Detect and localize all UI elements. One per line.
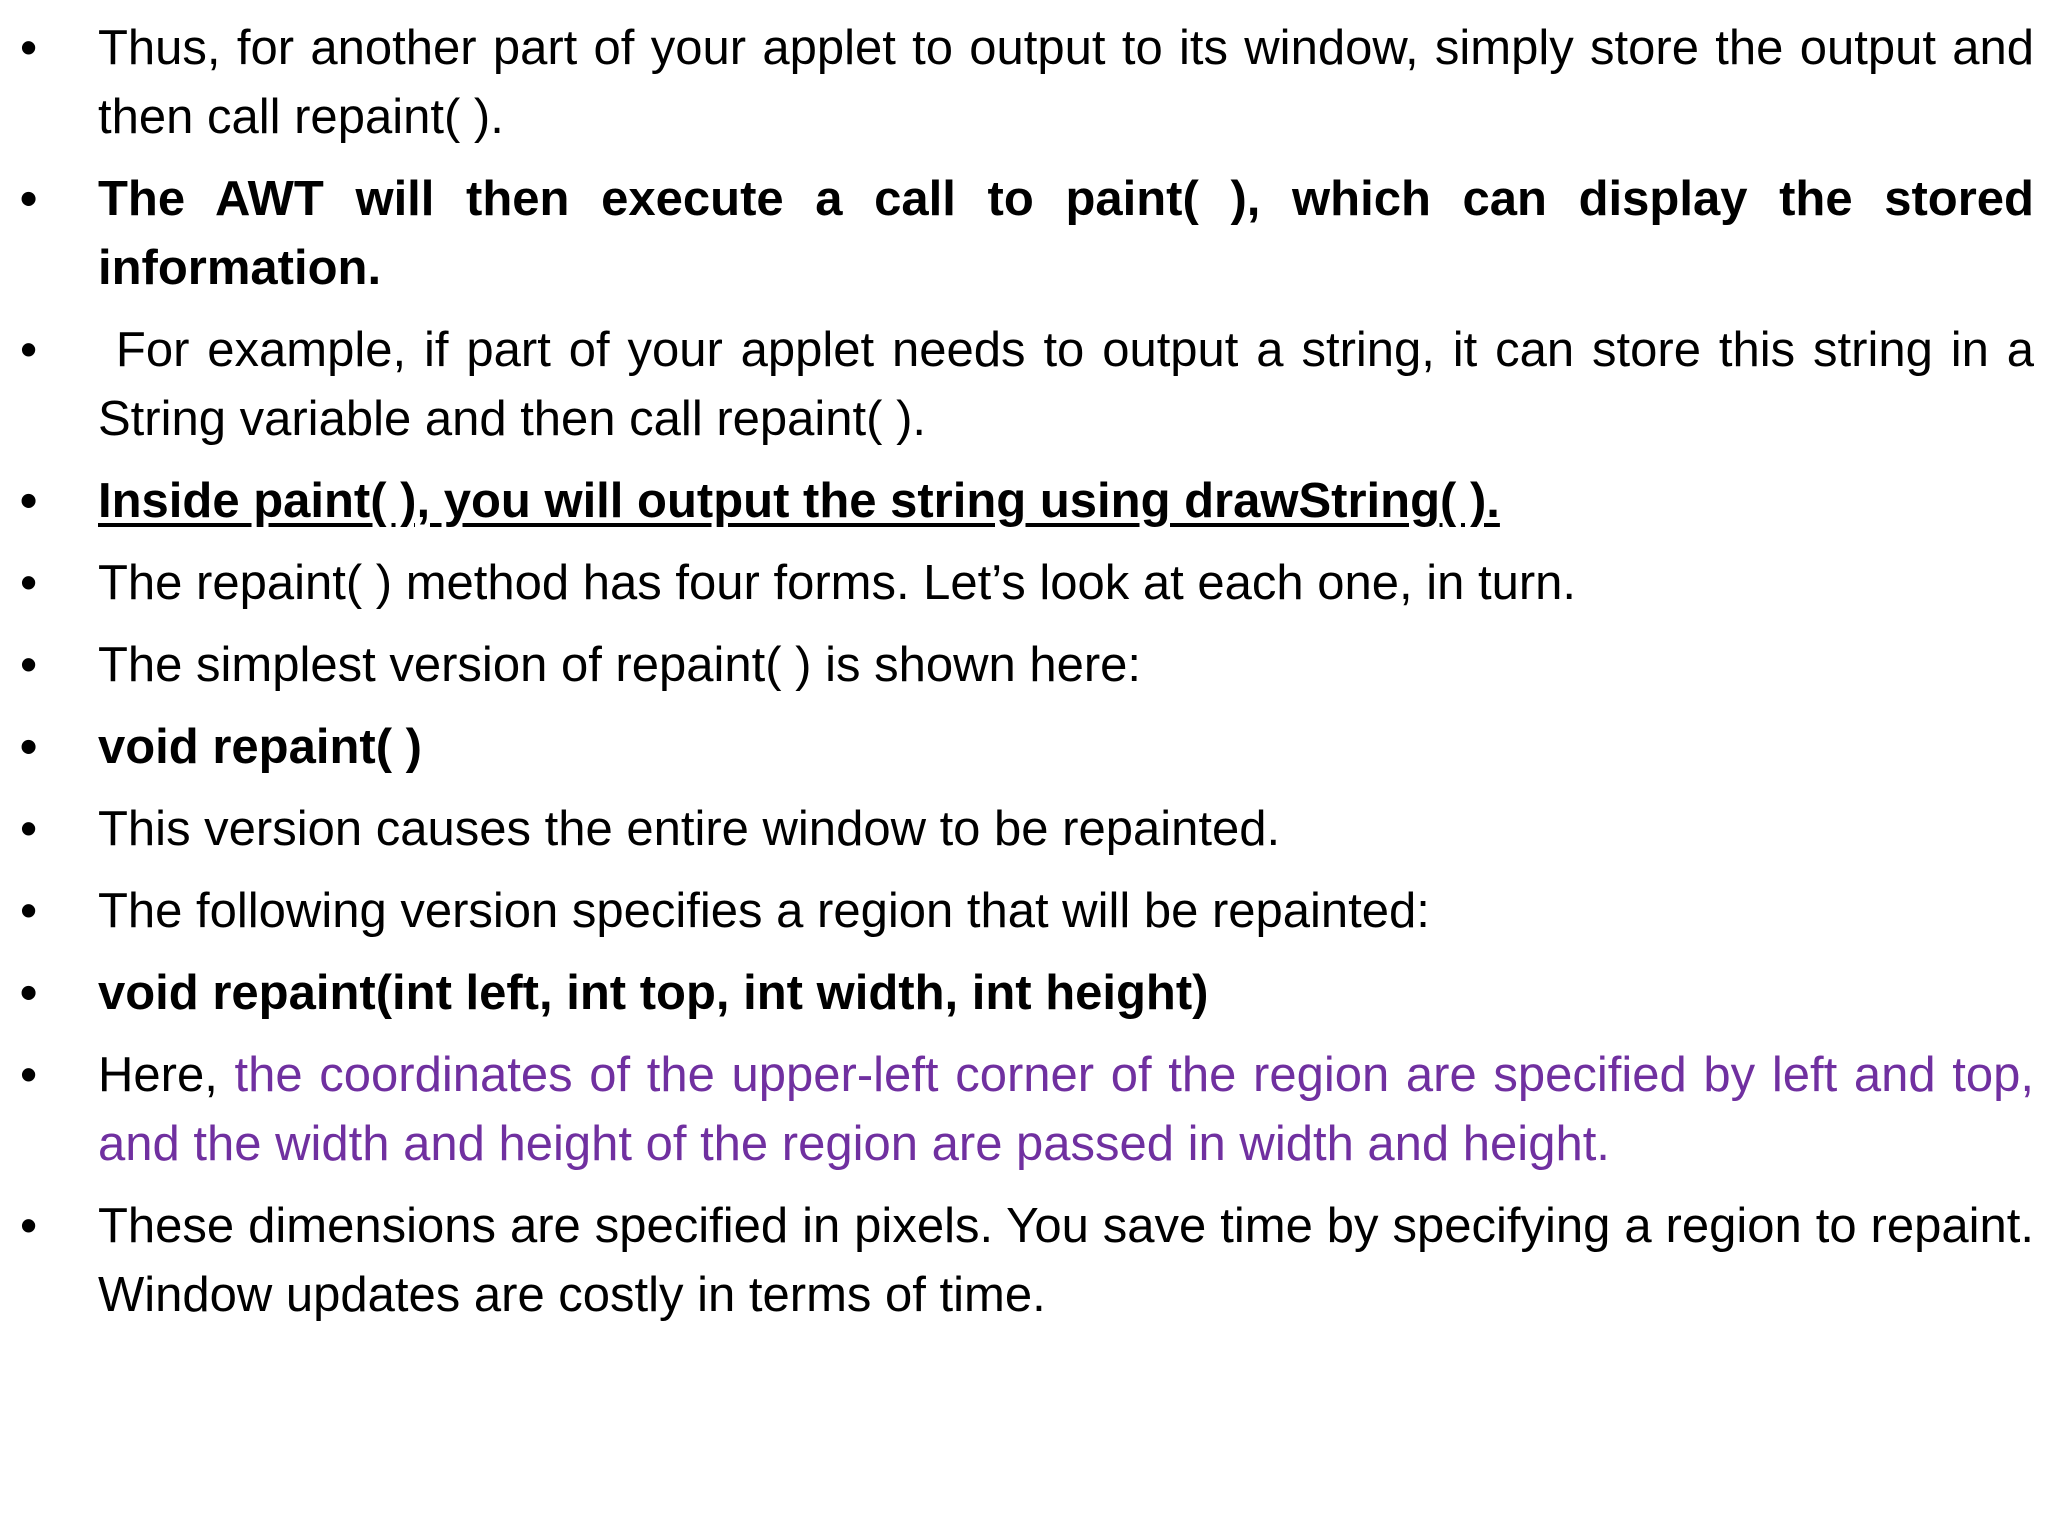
bullet-item-store-output: [0, 14, 2048, 152]
bullet-item-drawstring: [0, 467, 2048, 536]
bullet-text: For example, if part of your applet needs to output a string, it can store this string in a String variable and then call repaint( ).: [98, 323, 2048, 446]
bullet-item-four-forms: [0, 549, 2048, 618]
bullet-item-pixels: [0, 1192, 2048, 1330]
bullet-item-awt-paint: [0, 165, 2048, 303]
bullet-dot: •: [20, 172, 38, 226]
bullet-dot: •: [20, 1199, 38, 1253]
bullet-text: This version causes the entire window to be repainted.: [98, 802, 1281, 856]
bullet-highlight: the coordinates of the upper-left corner of the region are specified by left and top, and the width and height of the region are passed in width and height.: [98, 1048, 2035, 1171]
bullet-item-region-version: [0, 877, 2048, 946]
bullet-text: Thus, for another part of your applet to output to its window, simply store the output and then call repaint( ).: [98, 21, 2034, 144]
bullet-dot: •: [20, 323, 38, 377]
bullet-item-simplest-version: [0, 631, 2048, 700]
bullet-text: void repaint(int left, int top, int width, int height): [98, 966, 1209, 1020]
bullet-item-string-example: [0, 316, 2048, 454]
bullet-item-coordinates: [0, 1041, 2048, 1179]
bullet-dot: •: [20, 802, 38, 856]
bullet-text: [98, 1048, 2034, 1171]
bullet-dot: •: [20, 1048, 38, 1102]
bullet-item-void-repaint-region: [0, 959, 2048, 1028]
bullet-list: [0, 14, 2048, 1343]
bullet-text: void repaint( ): [98, 720, 422, 774]
bullet-dot: •: [20, 556, 38, 610]
bullet-dot: •: [20, 884, 38, 938]
bullet-text: The following version specifies a region that will be repainted:: [98, 884, 1430, 938]
bullet-text: The repaint( ) method has four forms. Let’s look at each one, in turn.: [98, 556, 1577, 610]
bullet-text: These dimensions are specified in pixels. You save time by specifying a region to repaint. Window updates are costly in terms of time.: [98, 1199, 2034, 1322]
bullet-dot: •: [20, 474, 38, 528]
bullet-prefix: Here,: [98, 1048, 235, 1102]
bullet-text: The simplest version of repaint( ) is shown here:: [98, 638, 1142, 692]
bullet-dot: •: [20, 966, 38, 1020]
bullet-item-entire-window: [0, 795, 2048, 864]
bullet-dot: •: [20, 638, 38, 692]
bullet-item-void-repaint: [0, 713, 2048, 782]
bullet-text: The AWT will then execute a call to paint( ), which can display the stored information.: [98, 172, 2034, 295]
bullet-dot: •: [20, 21, 38, 75]
bullet-dot: •: [20, 720, 38, 774]
bullet-text: Inside paint( ), you will output the string using drawString( ).: [98, 474, 1500, 528]
